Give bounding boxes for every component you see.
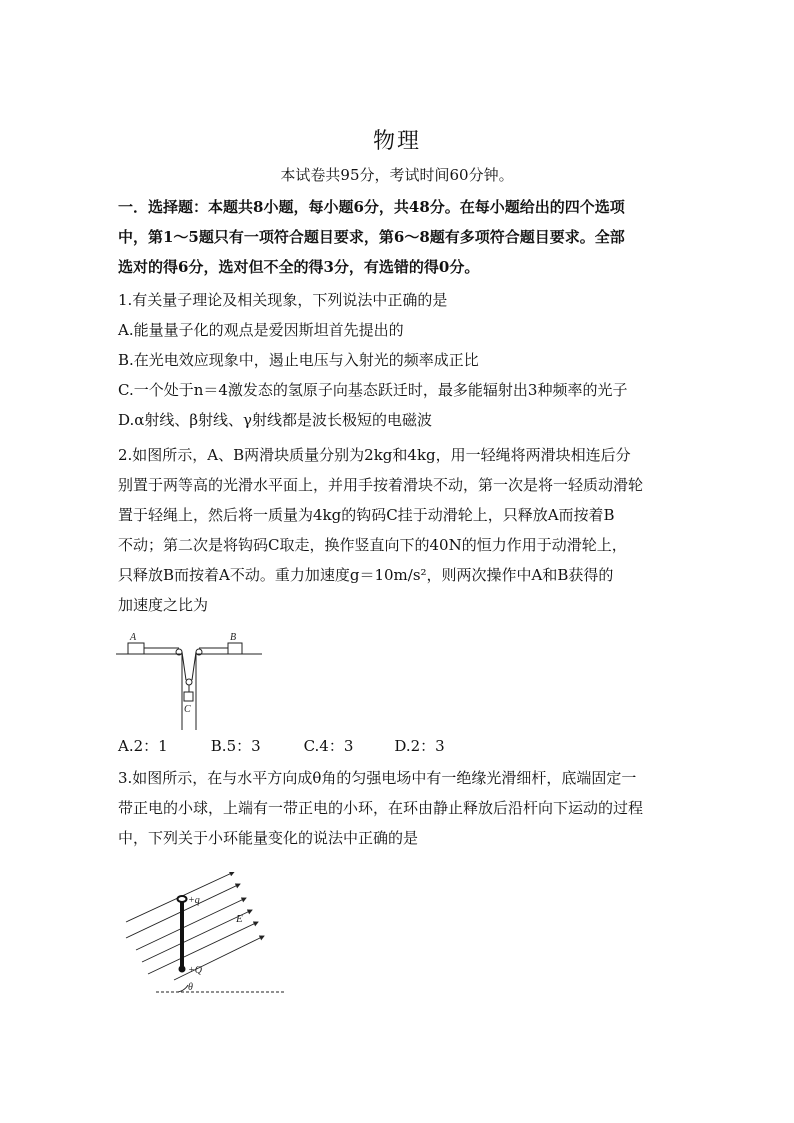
section-header-line: 选对的得6分，选对但不全的得3分，有选错的得0分。 <box>118 258 480 276</box>
exam-info: 本试卷共95分，考试时间60分钟。 <box>280 166 514 184</box>
label-a: A <box>130 632 137 643</box>
section-header-line: 一．选择题：本题共8小题，每小题6分，共48分。在每小题给出的四个选项 <box>118 198 625 216</box>
question-stem-line: 中，下列关于小环能量变化的说法中正确的是 <box>118 829 419 847</box>
option-d: D.2：3 <box>394 737 445 755</box>
label-q: +q <box>188 895 200 906</box>
label-theta: θ <box>188 982 193 993</box>
question-stem-line: 加速度之比为 <box>118 596 209 614</box>
option-a: A.能量量子化的观点是爱因斯坦首先提出的 <box>118 321 404 339</box>
option-b: B.在光电效应现象中，遏止电压与入射光的频率成正比 <box>118 351 479 369</box>
label-big-q: +Q <box>188 965 202 976</box>
question-1 <box>118 285 678 435</box>
option-a: A.2：1 <box>118 737 168 755</box>
question-stem-line: 3.如图所示，在与水平方向成θ角的匀强电场中有一绝缘光滑细杆，底端固定一 <box>118 769 637 787</box>
question-stem-line: 别置于两等高的光滑水平面上，并用手按着滑块不动，第一次是将一轻质动滑轮 <box>118 476 644 494</box>
question-stem-line: 置于轻绳上，然后将一质量为4kg的钩码C挂于动滑轮上，只释放A而按着B <box>118 506 615 524</box>
option-c: C.4：3 <box>303 737 354 755</box>
section-header-line: 中，第1～5题只有一项符合题目要求，第6～8题有多项符合题目要求。全部 <box>118 228 625 246</box>
label-e: E <box>236 913 243 925</box>
question-stem-line: 带正电的小球，上端有一带正电的小环，在环由静止释放后沿杆向下运动的过程 <box>118 799 644 817</box>
option-c: C.一个处于n＝4激发态的氢原子向基态跃迁时，最多能辐射出3种频率的光子 <box>118 381 628 399</box>
option-b: B.5：3 <box>210 737 261 755</box>
question-stem: 1.有关量子理论及相关现象，下列说法中正确的是 <box>118 291 448 309</box>
question-3 <box>118 763 678 853</box>
option-d: D.α射线、β射线、γ射线都是波长极短的电磁波 <box>118 411 433 429</box>
question-stem-line: 不动；第二次是将钩码C取走，换作竖直向下的40N的恒力作用于动滑轮上， <box>118 536 627 554</box>
question-stem-line: 只释放B而按着A不动。重力加速度g＝10m/s²，则两次操作中A和B获得的 <box>118 566 614 584</box>
electric-field-figure <box>118 872 298 997</box>
q2-options <box>118 731 678 761</box>
question-2 <box>118 440 678 620</box>
section-header <box>118 192 678 282</box>
label-b: B <box>230 632 237 643</box>
pulley-figure <box>116 630 276 730</box>
question-stem-line: 2.如图所示，A、B两滑块质量分别为2kg和4kg，用一轻绳将两滑块相连后分 <box>118 446 631 464</box>
page-title: 物理 <box>372 129 421 154</box>
label-c: C <box>184 704 191 715</box>
